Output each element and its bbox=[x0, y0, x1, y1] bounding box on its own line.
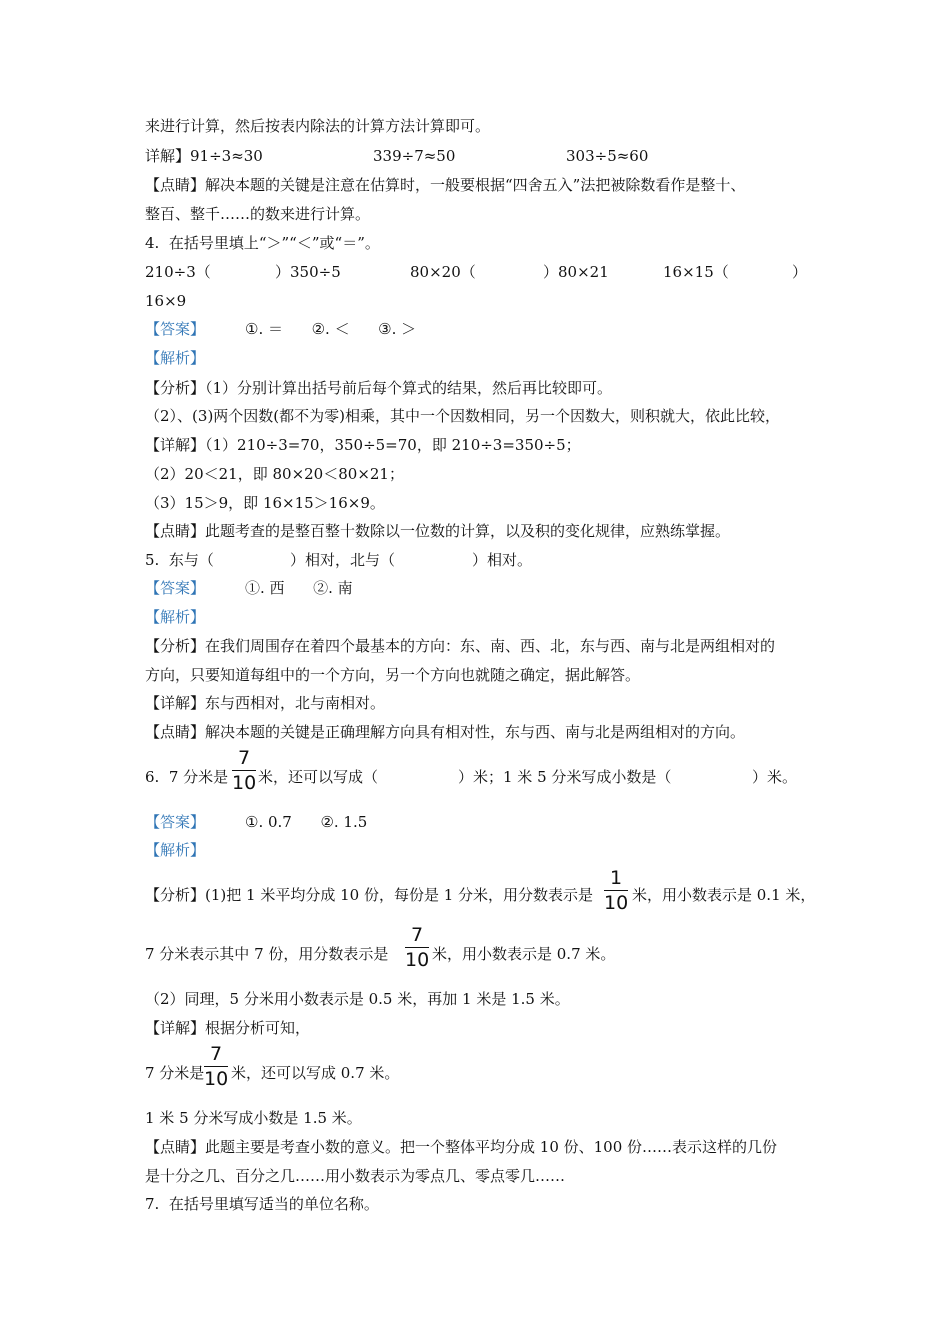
question-6: ）米。 bbox=[752, 768, 798, 786]
text-line: 米，用小数表示是 0.1 米， bbox=[632, 886, 816, 904]
q4-item: 16×15（ bbox=[663, 263, 729, 281]
question-5: ）相对，北与（ bbox=[290, 551, 396, 569]
estimate-3: 303÷5≈60 bbox=[566, 147, 649, 165]
estimate-2: 339÷7≈50 bbox=[373, 147, 456, 165]
analysis-label: 【解析】 bbox=[145, 841, 206, 859]
q4-item: ）80×21 bbox=[543, 263, 609, 281]
answer-label: 【答案】 bbox=[145, 813, 206, 831]
text-line: 【详解】根据分析可知， bbox=[145, 1019, 311, 1037]
text-line: 【详解】（1）210÷3=70，350÷5=70，即 210÷3=350÷5； bbox=[145, 436, 581, 454]
question-4: 4. 在括号里填上“＞”“＜”或“＝”。 bbox=[145, 234, 380, 252]
analysis-label: 【解析】 bbox=[145, 349, 206, 367]
estimate-1: 详解】91÷3≈30 bbox=[145, 147, 263, 165]
q4-item: 16×9 bbox=[145, 292, 187, 310]
text-line: 整百、整千……的数来进行计算。 bbox=[145, 205, 371, 223]
answer-label: 【答案】 bbox=[145, 579, 206, 597]
text-line: 【分析】在我们周围存在着四个最基本的方向：东、南、西、北，东与西、南与北是两组相对的 bbox=[145, 637, 776, 655]
question-5: 5. 东与（ bbox=[145, 551, 214, 569]
text-line: （2）同理，5 分米用小数表示是 0.5 米，再加 1 米是 1.5 米。 bbox=[145, 990, 570, 1008]
q4-item: 80×20（ bbox=[410, 263, 476, 281]
fraction-one-tenth: 1 10 bbox=[604, 867, 629, 914]
question-6: ）米；1 米 5 分米写成小数是（ bbox=[458, 768, 672, 786]
answer-5: ①. 西 ②. 南 bbox=[245, 579, 353, 597]
text-line: 【点睛】此题考查的是整百整十数除以一位数的计算，以及积的变化规律，应熟练掌握。 bbox=[145, 522, 731, 540]
answer-4: ①. ＝ ②. ＜ ③. ＞ bbox=[245, 320, 417, 338]
text-line: （2）20＜21，即 80×20＜80×21； bbox=[145, 465, 404, 483]
text-line: 来进行计算，然后按表内除法的计算方法计算即可。 bbox=[145, 117, 491, 135]
text-line: 7 分米表示其中 7 份，用分数表示是 bbox=[145, 945, 389, 963]
q4-item: 210÷3（ bbox=[145, 263, 211, 281]
text-line: 【点睛】解决本题的关键是正确理解方向具有相对性，东与西、南与北是两组相对的方向。 bbox=[145, 723, 746, 741]
text-line: 方向，只要知道每组中的一个方向，另一个方向也就随之确定，据此解答。 bbox=[145, 666, 641, 684]
text-line: 【详解】东与西相对，北与南相对。 bbox=[145, 694, 386, 712]
text-line: 米，用小数表示是 0.7 米。 bbox=[432, 945, 616, 963]
question-6: 米，还可以写成（ bbox=[258, 768, 379, 786]
text-line: （2）、(3)两个因数(都不为零)相乘，其中一个因数相同，另一个因数大，则积就大，依此比较， bbox=[145, 407, 780, 425]
question-5: ）相对。 bbox=[472, 551, 533, 569]
analysis-label: 【解析】 bbox=[145, 608, 206, 626]
q4-item: ） bbox=[792, 263, 808, 281]
answer-label: 【答案】 bbox=[145, 320, 206, 338]
question-6: 6. 7 分米是 bbox=[145, 768, 229, 786]
fraction-seven-tenths: 7 10 bbox=[405, 924, 430, 971]
text-line: 【点睛】此题主要是考查小数的意义。把一个整体平均分成 10 份、100 份……表示这样的几份 bbox=[145, 1138, 778, 1156]
answer-6: ①. 0.7 ②. 1.5 bbox=[245, 813, 368, 831]
text-line: 7 分米是 bbox=[145, 1064, 205, 1082]
text-line: 【分析】（1）分别计算出括号前后每个算式的结果，然后再比较即可。 bbox=[145, 379, 613, 397]
q4-item: ）350÷5 bbox=[275, 263, 341, 281]
text-line: 【分析】(1)把 1 米平均分成 10 份，每份是 1 分米，用分数表示是 bbox=[145, 886, 594, 904]
text-line: 【点睛】解决本题的关键是注意在估算时，一般要根据“四舍五入”法把被除数看作是整十、 bbox=[145, 176, 746, 194]
question-7: 7. 在括号里填写适当的单位名称。 bbox=[145, 1195, 379, 1213]
text-line: 米，还可以写成 0.7 米。 bbox=[231, 1064, 400, 1082]
fraction-seven-tenths: 7 10 bbox=[204, 1043, 229, 1090]
text-line: 是十分之几、百分之几……用小数表示为零点几、零点零几…… bbox=[145, 1167, 566, 1185]
text-line: （3）15＞9，即 16×15＞16×9。 bbox=[145, 494, 385, 512]
fraction-seven-tenths: 7 10 bbox=[232, 747, 257, 794]
text-line: 1 米 5 分米写成小数是 1.5 米。 bbox=[145, 1109, 362, 1127]
